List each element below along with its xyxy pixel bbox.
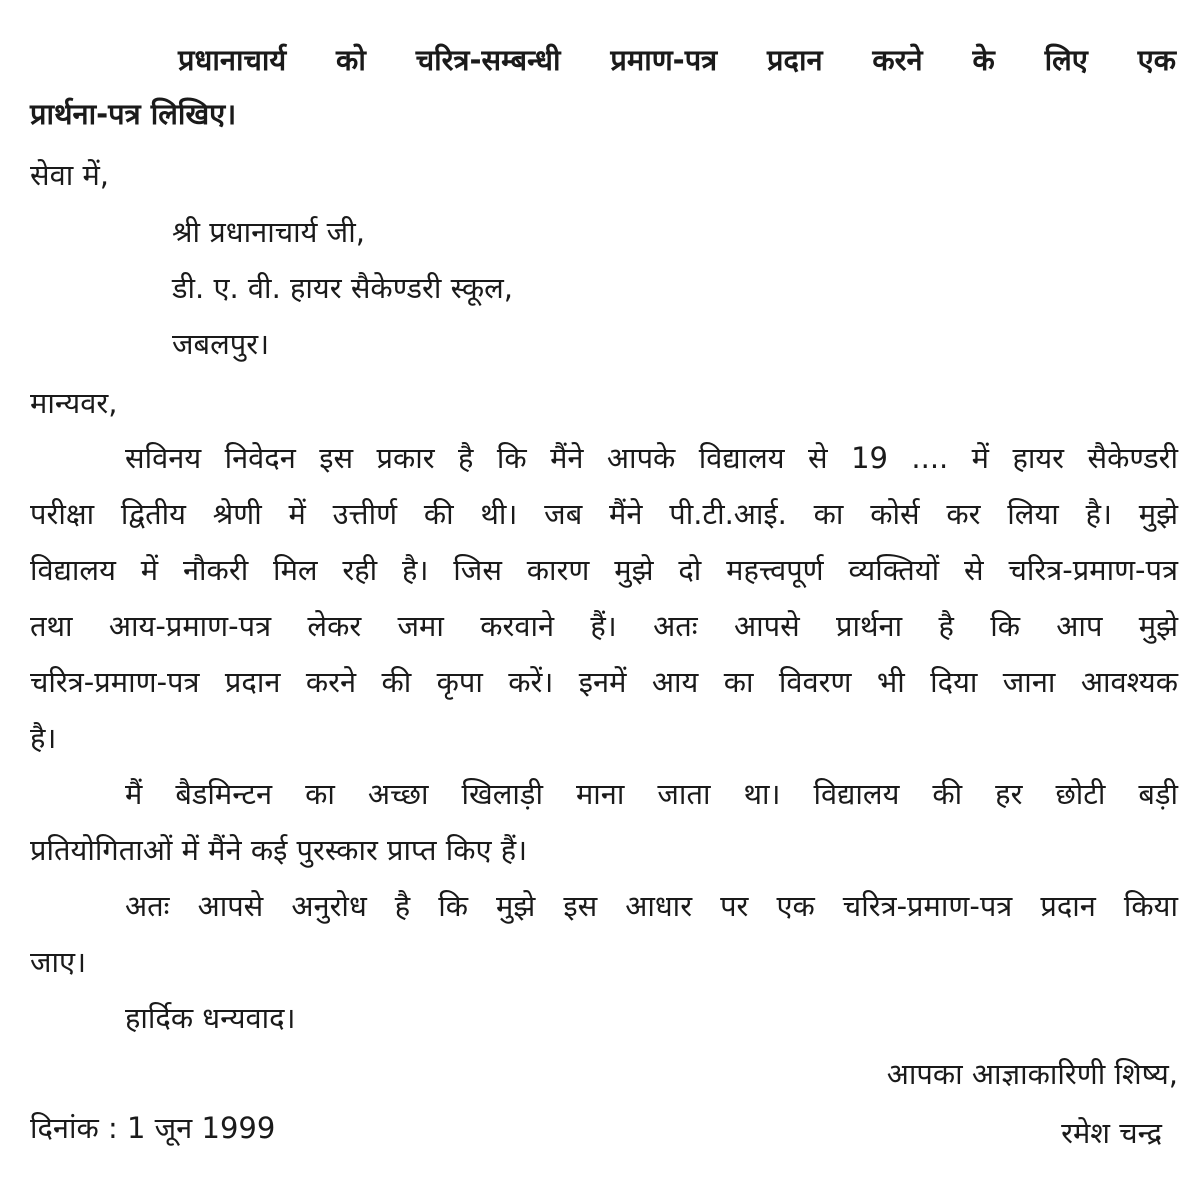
address-line-1: श्री प्रधानाचार्य जी, bbox=[172, 215, 365, 249]
para1-line-3: विद्यालय में नौकरी मिल रही है। जिस कारण मुझे दो महत्त्वपूर्ण व्यक्तियों से चरित्र-प्रमाण-पत्र bbox=[30, 553, 1178, 587]
para2-line-1: मैं बैडमिन्टन का अच्छा खिलाड़ी माना जाता था। विद्यालय की हर छोटी बड़ी bbox=[125, 777, 1178, 811]
para3-line-1: अतः आपसे अनुरोध है कि मुझे इस आधार पर एक चरित्र-प्रमाण-पत्र प्रदान किया bbox=[125, 889, 1178, 923]
heading-line-1: प्रधानाचार्य को चरित्र-सम्बन्धी प्रमाण-पत्र प्रदान करने के लिए एक bbox=[178, 43, 1176, 77]
para1-line-6: है। bbox=[30, 721, 57, 755]
salutation: सेवा में, bbox=[30, 158, 110, 192]
date-line: दिनांक : 1 जून 1999 bbox=[30, 1111, 276, 1145]
closing-name: रमेश चन्द्र bbox=[1061, 1116, 1162, 1150]
heading-line-2: प्रार्थना-पत्र लिखिए। bbox=[30, 97, 237, 131]
para2-line-2: प्रतियोगिताओं में मैंने कई पुरस्कार प्राप्त किए हैं। bbox=[30, 833, 528, 867]
address-line-2: डी. ए. वी. हायर सैकेण्डरी स्कूल, bbox=[172, 271, 514, 305]
para1-line-1: सविनय निवेदन इस प्रकार है कि मैंने आपके विद्यालय से 19 .... में हायर सैकेण्डरी bbox=[125, 441, 1178, 475]
para3-line-2: जाए। bbox=[30, 945, 87, 979]
para1-line-2: परीक्षा द्वितीय श्रेणी में उत्तीर्ण की थी। जब मैंने पी.टी.आई. का कोर्स कर लिया है। मुझे bbox=[30, 497, 1178, 531]
closing-signoff: आपका आज्ञाकारिणी शिष्य, bbox=[886, 1057, 1178, 1091]
para1-line-4: तथा आय-प्रमाण-पत्र लेकर जमा करवाने हैं। अतः आपसे प्रार्थना है कि आप मुझे bbox=[30, 609, 1178, 643]
greeting: मान्यवर, bbox=[30, 386, 118, 420]
thanks-line: हार्दिक धन्यवाद। bbox=[125, 1001, 296, 1035]
para1-line-5: चरित्र-प्रमाण-पत्र प्रदान करने की कृपा करें। इनमें आय का विवरण भी दिया जाना आवश्यक bbox=[30, 665, 1178, 699]
address-line-3: जबलपुर। bbox=[172, 327, 270, 361]
